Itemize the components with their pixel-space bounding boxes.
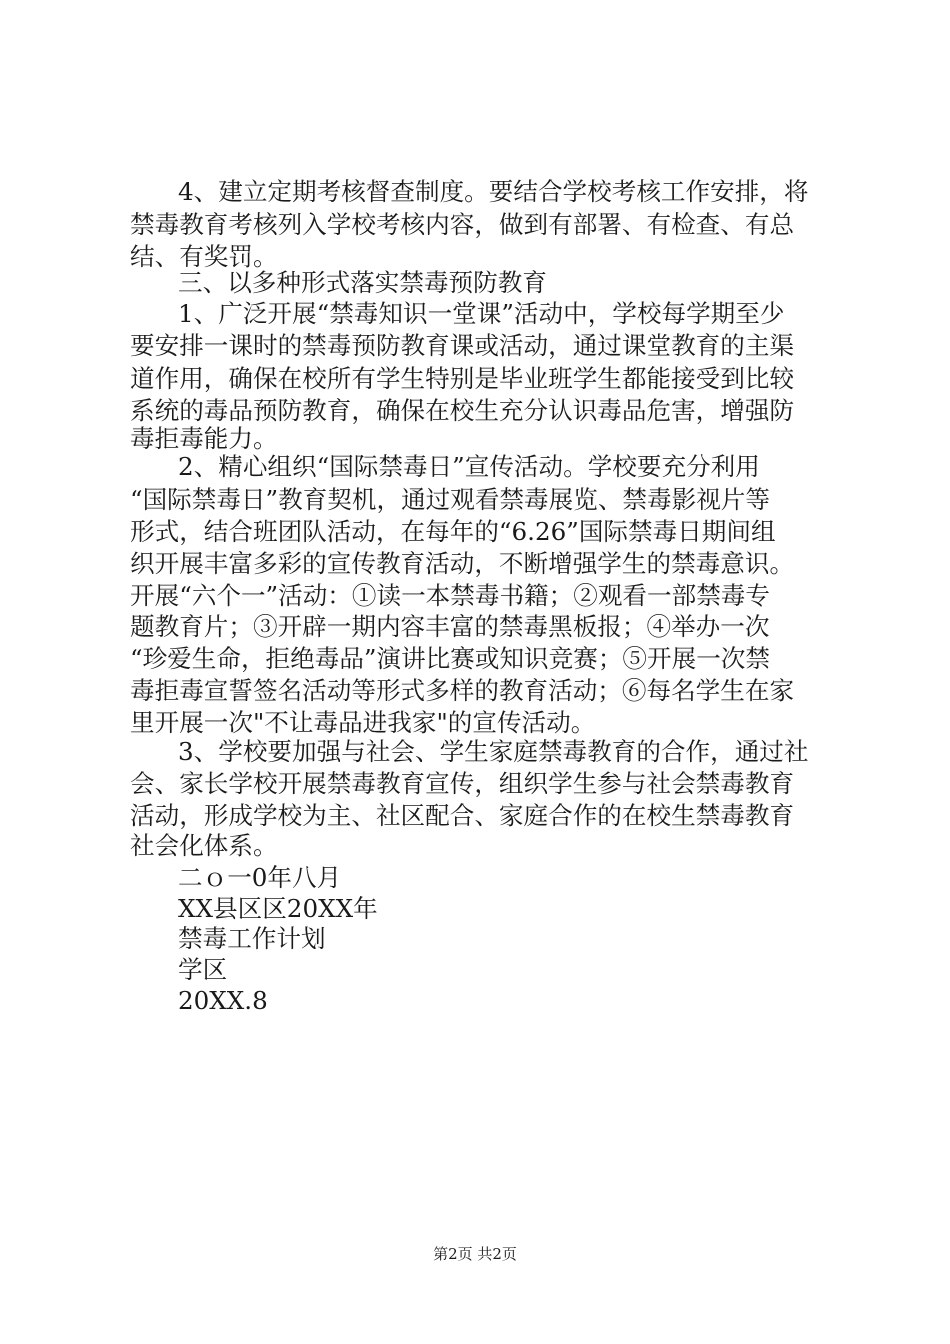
paragraph-line: 形式，结合班团队活动，在每年的“6.26”国际禁毒日期间组: [130, 517, 776, 546]
paragraph-line: 道作用，确保在校所有学生特别是毕业班学生都能接受到比较: [130, 364, 795, 393]
signature-line: XX县区区20XX年: [178, 894, 378, 923]
paragraph-line: 毒拒毒能力。: [130, 424, 278, 453]
signature-line: 20XX.8: [178, 986, 268, 1015]
paragraph-line: 织开展丰富多彩的宣传教育活动，不断增强学生的禁毒意识。: [130, 549, 795, 578]
paragraph-line: 活动，形成学校为主、社区配合、家庭合作的在校生禁毒教育: [130, 801, 795, 830]
paragraph-line: 毒拒毒宣誓签名活动等形式多样的教育活动；⑥每名学生在家: [130, 676, 795, 705]
paragraph-line: 结、有奖罚。: [130, 242, 278, 271]
paragraph-line: 禁毒教育考核列入学校考核内容，做到有部署、有检查、有总: [130, 210, 795, 239]
paragraph-line: “珍爱生命，拒绝毒品”演讲比赛或知识竞赛；⑤开展一次禁: [130, 644, 770, 673]
signature-line: 禁毒工作计划: [178, 924, 326, 953]
signature-line: 学区: [178, 955, 228, 984]
paragraph-line: 社会化体系。: [130, 831, 278, 860]
section-heading: 三、以多种形式落实禁毒预防教育: [178, 268, 547, 297]
paragraph-line: “国际禁毒日”教育契机，通过观看禁毒展览、禁毒影视片等: [130, 485, 770, 514]
paragraph-line: 系统的毒品预防教育，确保在校生充分认识毒品危害，增强防: [130, 396, 795, 425]
paragraph-line: 开展“六个一”活动：①读一本禁毒书籍；②观看一部禁毒专: [130, 581, 770, 610]
paragraph-line: 4、建立定期考核督查制度。要结合学校考核工作安排，将: [178, 177, 809, 206]
paragraph-line: 3、学校要加强与社会、学生家庭禁毒教育的合作，通过社: [178, 737, 809, 766]
paragraph-line: 会、家长学校开展禁毒教育宣传，组织学生参与社会禁毒教育: [130, 769, 795, 798]
paragraph-line: 题教育片；③开辟一期内容丰富的禁毒黑板报；④举办一次: [130, 612, 770, 641]
paragraph-line: 1、广泛开展“禁毒知识一堂课”活动中，学校每学期至少: [178, 299, 785, 328]
paragraph-line: 2、精心组织“国际禁毒日”宣传活动。学校要充分利用: [178, 452, 760, 481]
signature-date: 二ｏ一0年八月: [178, 863, 342, 892]
paragraph-line: 要安排一课时的禁毒预防教育课或活动，通过课堂教育的主渠: [130, 331, 795, 360]
paragraph-line: 里开展一次"不让毒品进我家"的宣传活动。: [130, 708, 596, 737]
page-number-footer: 第2页 共2页: [433, 1245, 517, 1263]
